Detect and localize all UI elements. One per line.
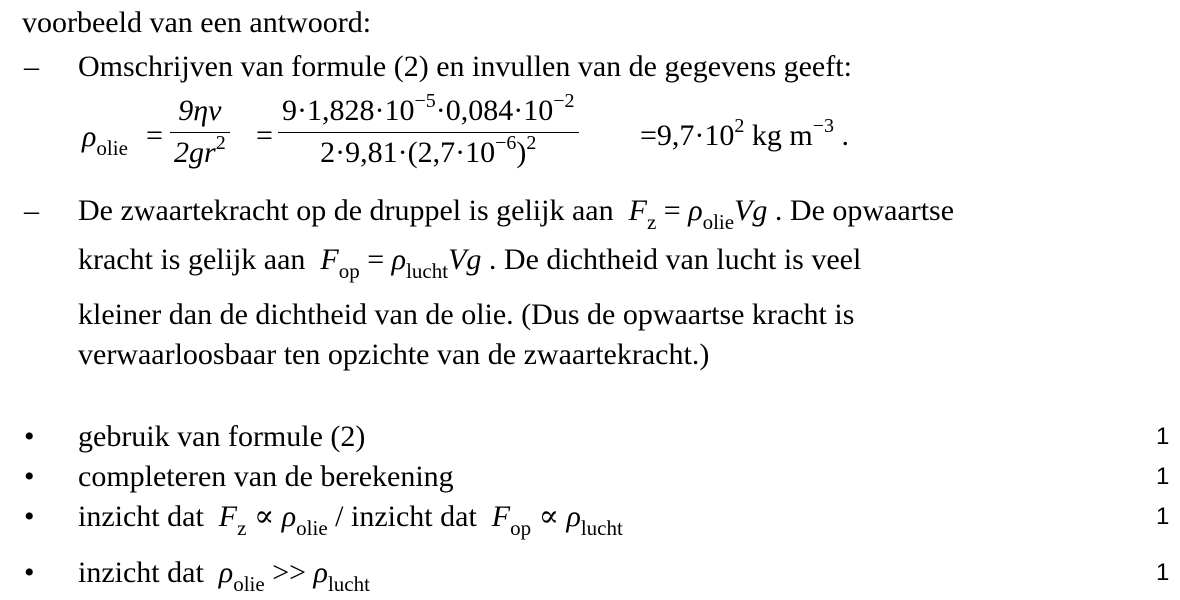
fraction-1-numerator: 9ηv	[178, 94, 222, 127]
step2-line2: kracht is gelijk aan $F_{op} = \rho_{lucht}Vg$ . De dichtheid van lucht is veel	[78, 243, 862, 283]
equals-sign: =	[146, 119, 163, 152]
criterion-1: gebruik van formule (2)	[78, 420, 366, 453]
dash-marker: –	[24, 50, 39, 83]
fraction-2-denominator: $2\cdot 9,81\cdot(2,7\cdot 10^{-6})^2$	[320, 132, 537, 169]
dash-marker: –	[24, 194, 39, 227]
step2-line1: De zwaartekracht op de druppel is gelijk aan $F_z = \rho_{olie}Vg$ . De opwaartse	[78, 194, 955, 234]
bullet-marker: •	[24, 420, 35, 453]
criterion-3-score: 1	[1156, 503, 1170, 530]
step2-line3: kleiner dan de dichtheid van de olie. (Dus de opwaartse kracht is	[78, 298, 855, 331]
intro-text: voorbeeld van een antwoord:	[22, 6, 372, 39]
criterion-4-score: 1	[1156, 559, 1170, 586]
step2-line4: verwaarloosbaar ten opzichte van de zwaartekracht.)	[78, 338, 710, 371]
equals-sign: =	[256, 119, 273, 152]
criterion-3: inzicht dat $F_z \propto \rho_{olie}$ / inzicht dat $F_{op} \propto \rho_{lucht}$	[78, 500, 623, 540]
fraction-1	[170, 96, 230, 168]
fraction-1-denominator: $2gr^2$	[174, 132, 226, 169]
formula-lhs: $\rho_{olie}$	[82, 120, 128, 160]
criterion-1-score: 1	[1156, 423, 1170, 450]
bullet-marker: •	[24, 556, 35, 589]
formula-result: $=9,7\cdot 10^2$ kg $m^{-3}$ .	[640, 115, 850, 152]
bullet-marker: •	[24, 500, 35, 533]
fraction-2	[278, 90, 579, 169]
criterion-2-score: 1	[1156, 463, 1170, 490]
bullet-marker: •	[24, 460, 35, 493]
fraction-2-numerator: $9\cdot 1,828\cdot 10^{-5}\cdot 0,084\cdot 10^{-2}$	[282, 90, 575, 127]
criterion-4: inzicht dat $\rho_{olie} >> \rho_{lucht}$	[78, 556, 370, 596]
criterion-2: completeren van de berekening	[78, 460, 454, 493]
step1-text: Omschrijven van formule (2) en invullen van de gegevens geeft:	[78, 50, 852, 83]
